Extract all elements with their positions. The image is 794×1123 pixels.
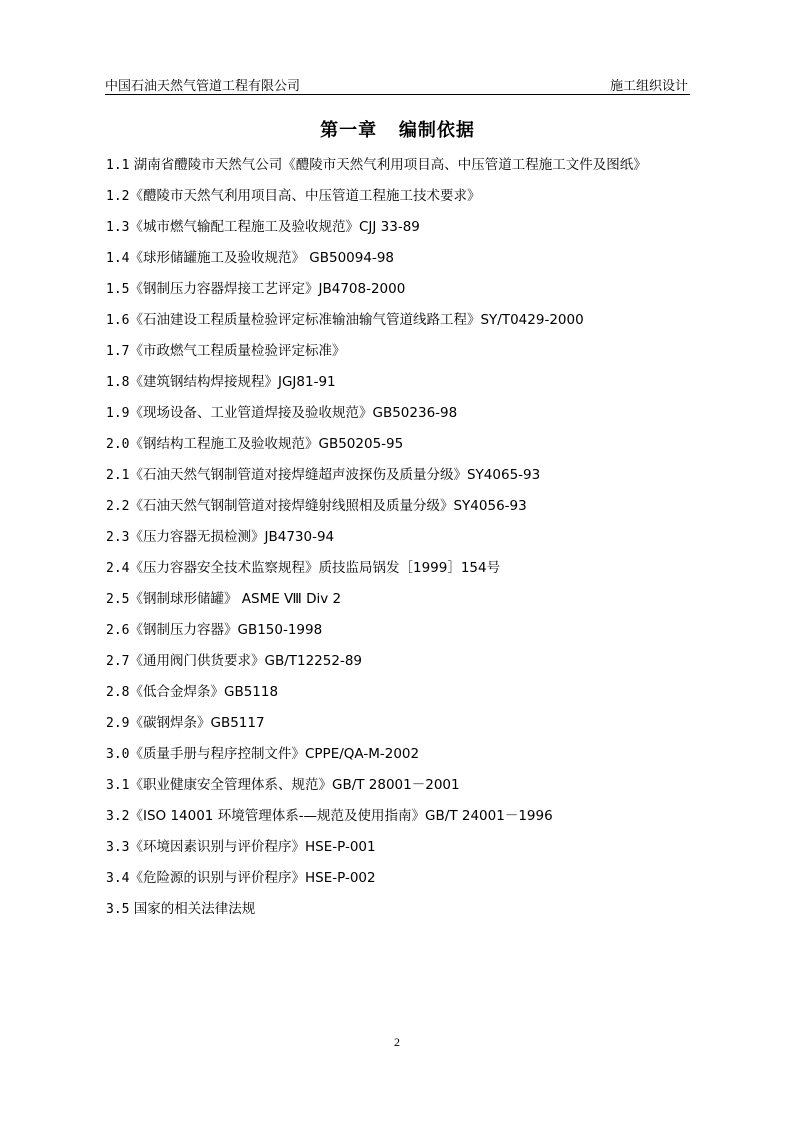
item-number: 1.6 [106, 313, 130, 328]
list-item [106, 553, 696, 584]
list-item [106, 770, 696, 801]
list-item [106, 336, 696, 367]
list-item [106, 367, 696, 398]
list-item [106, 677, 696, 708]
item-text: 《低合金焊条》GB5118 [129, 684, 279, 700]
item-number: 1.9 [106, 406, 130, 421]
item-text: 《质量手册与程序控制文件》CPPE/QA-M-2002 [129, 746, 420, 762]
list-item [106, 429, 696, 460]
item-number: 3.2 [106, 809, 130, 824]
item-text: 《石油建设工程质量检验评定标准输油输气管道线路工程》SY/T0429-2000 [129, 312, 584, 328]
list-item [106, 460, 696, 491]
item-text: 《压力容器安全技术监察规程》质技监局锅发［1999］154号 [129, 560, 501, 576]
item-number: 2.8 [106, 685, 130, 700]
item-number: 1.4 [106, 251, 130, 266]
list-item [106, 584, 696, 615]
item-number: 3.4 [106, 871, 130, 886]
item-text: 《石油天然气钢制管道对接焊缝射线照相及质量分级》SY4056-93 [129, 498, 527, 514]
item-text: 《市政燃气工程质量检验评定标准》 [129, 343, 346, 359]
item-text: 《建筑钢结构焊接规程》JGJ81-91 [129, 374, 336, 390]
item-number: 2.2 [106, 499, 130, 514]
list-item [106, 708, 696, 739]
item-number: 2.5 [106, 592, 130, 607]
item-text: 《醴陵市天然气利用项目高、中压管道工程施工技术要求》 [129, 188, 481, 204]
chapter-title: 第一章 编制依据 [320, 120, 475, 141]
item-text: 国家的相关法律法规 [129, 901, 256, 917]
item-text: 《城市燃气输配工程施工及验收规范》CJJ 33-89 [129, 219, 420, 235]
item-text: 《球形储罐施工及验收规范》 GB50094-98 [129, 250, 394, 266]
item-number: 1.5 [106, 282, 130, 297]
item-text: 《钢制压力容器焊接工艺评定》JB4708-2000 [129, 281, 406, 297]
list-item [106, 305, 696, 336]
list-item [106, 243, 696, 274]
item-text: 《现场设备、工业管道焊接及验收规范》GB50236-98 [129, 405, 458, 421]
item-number: 2.9 [106, 716, 130, 731]
item-number: 2.7 [106, 654, 130, 669]
item-number: 1.1 [106, 158, 130, 173]
item-number: 1.3 [106, 220, 130, 235]
item-number: 2.0 [106, 437, 130, 452]
list-item [106, 274, 696, 305]
list-item [106, 739, 696, 770]
item-text: 湖南省醴陵市天然气公司《醴陵市天然气利用项目高、中压管道工程施工文件及图纸》 [129, 157, 647, 173]
list-item [106, 615, 696, 646]
item-number: 1.8 [106, 375, 130, 390]
reference-list [106, 150, 696, 925]
item-text: 《危险源的识别与评价程序》HSE-P-002 [129, 870, 376, 886]
item-number: 1.2 [106, 189, 130, 204]
item-text: 《环境因素识别与评价程序》HSE-P-001 [129, 839, 376, 855]
list-item [106, 491, 696, 522]
item-number: 3.0 [106, 747, 130, 762]
item-text: 《钢制压力容器》GB150-1998 [129, 622, 323, 638]
item-text: 《通用阀门供货要求》GB/T12252-89 [129, 653, 362, 669]
item-number: 2.3 [106, 530, 130, 545]
item-text: 《钢结构工程施工及验收规范》GB50205-95 [129, 436, 404, 452]
list-item [106, 894, 696, 925]
item-number: 3.5 [106, 902, 130, 917]
item-number: 2.4 [106, 561, 130, 576]
list-item [106, 398, 696, 429]
item-number: 2.1 [106, 468, 130, 483]
item-number: 3.1 [106, 778, 130, 793]
header-doc-type: 施工组织设计 [609, 79, 688, 94]
item-text: 《石油天然气钢制管道对接焊缝超声波探伤及质量分级》SY4065-93 [129, 467, 541, 483]
item-text: 《压力容器无损检测》JB4730-94 [129, 529, 335, 545]
list-item [106, 646, 696, 677]
header-company: 中国石油天然气管道工程有限公司 [105, 79, 301, 94]
item-text: 《职业健康安全管理体系、规范》GB/T 28001－2001 [129, 777, 460, 793]
list-item [106, 150, 696, 181]
item-text: 《碳钢焊条》GB5117 [129, 715, 265, 731]
page-number: 2 [394, 1035, 400, 1049]
list-item [106, 522, 696, 553]
item-number: 3.3 [106, 840, 130, 855]
item-text: 《ISO 14001 环境管理体系-—规范及使用指南》GB/T 24001－1996 [129, 808, 553, 824]
item-number: 1.7 [106, 344, 130, 359]
list-item [106, 863, 696, 894]
item-number: 2.6 [106, 623, 130, 638]
list-item [106, 832, 696, 863]
list-item [106, 212, 696, 243]
list-item [106, 801, 696, 832]
item-text: 《钢制球形储罐》 ASME Ⅷ Div 2 [129, 591, 342, 607]
list-item [106, 181, 696, 212]
page-header [105, 72, 690, 95]
